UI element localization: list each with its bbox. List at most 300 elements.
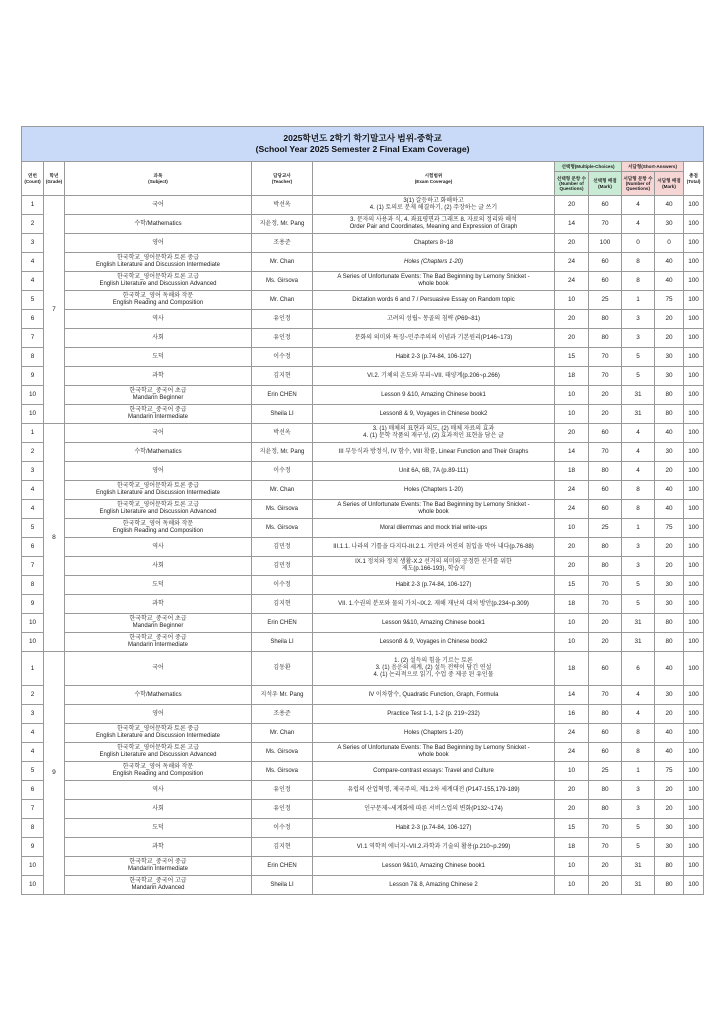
sa-mark-cell: 30	[655, 819, 684, 838]
sa-mark-cell: 80	[655, 386, 684, 405]
subject-cell	[65, 705, 252, 724]
coverage-cell-line: VI.2. 기체의 온도와 부피~VII. 태양계(p.206~p.266)	[367, 372, 500, 379]
sa-questions-cell: 8	[622, 743, 655, 762]
table-row	[22, 462, 704, 481]
subject-cell-line: Mandarin Intermediate	[127, 414, 189, 420]
subject-cell	[65, 462, 252, 481]
mc-mark-cell: 70	[589, 348, 622, 367]
coverage-cell	[313, 557, 555, 576]
count-cell: 9	[22, 838, 44, 857]
total-cell: 100	[684, 481, 704, 500]
teacher-cell: Erin CHEN	[252, 614, 313, 633]
mc-questions-cell: 24	[555, 743, 589, 762]
teacher-cell: Mr. Chan	[252, 481, 313, 500]
coverage-cell	[313, 519, 555, 538]
coverage-cell-line: whole book	[418, 752, 449, 758]
mc-questions-cell: 10	[555, 291, 589, 310]
count-cell: 2	[22, 443, 44, 462]
coverage-cell	[313, 762, 555, 781]
mc-mark-cell: 20	[589, 633, 622, 652]
coverage-cell-line: 3. 문자의 사용과 식, 4. 좌표평면과 그래프 8. 자료의 정리와 해석	[350, 217, 517, 224]
coverage-cell	[313, 253, 555, 272]
table-row	[22, 705, 704, 724]
mc-questions-cell: 10	[555, 633, 589, 652]
mc-mark-cell: 60	[589, 196, 622, 215]
subject-cell-line: 수학/Mathematics	[134, 691, 182, 698]
table-row	[22, 310, 704, 329]
mc-mark-cell: 80	[589, 781, 622, 800]
teacher-cell: 이수정	[252, 348, 313, 367]
header-subject-en: (Subject)	[148, 178, 168, 184]
header-teacher	[252, 162, 313, 196]
sa-mark-cell: 80	[655, 857, 684, 876]
coverage-cell-line: Lesson8 & 9, Voyages in Chinese book2	[379, 638, 488, 645]
mc-questions-cell: 10	[555, 614, 589, 633]
sa-mark-cell: 30	[655, 215, 684, 234]
header-teacher-en: (Teacher)	[271, 178, 293, 184]
subject-cell	[65, 652, 252, 686]
coverage-cell-line: A Series of Unfortunate Events: The Bad Beginning by Lemony Snicket -	[337, 745, 530, 752]
count-cell: 6	[22, 310, 44, 329]
total-cell: 100	[684, 253, 704, 272]
teacher-cell: Mr. Chan	[252, 291, 313, 310]
teacher-cell: Ms. Girsova	[252, 743, 313, 762]
teacher-cell: 박선옥	[252, 196, 313, 215]
sa-mark-cell: 80	[655, 633, 684, 652]
count-cell: 8	[22, 576, 44, 595]
subject-cell	[65, 234, 252, 253]
mc-mark-cell: 70	[589, 576, 622, 595]
sa-mark-cell: 20	[655, 538, 684, 557]
sa-questions-cell: 31	[622, 405, 655, 424]
mc-mark-cell: 80	[589, 557, 622, 576]
coverage-cell-line: 4. (1) 문학 작품의 재구성, (2) 효과적인 표현을 담은 글	[363, 433, 504, 439]
coverage-cell-line: Holes (Chapters 1-20)	[403, 729, 464, 736]
coverage-cell	[313, 367, 555, 386]
subject-cell-line: 도덕	[152, 824, 164, 831]
subject-cell-line: English Literature and Discussion Advanced	[99, 752, 217, 758]
grade-cell: 9	[44, 652, 65, 895]
teacher-cell: 이수정	[252, 576, 313, 595]
coverage-cell-line: Lesson 9&10, Amazing Chinese book1	[381, 862, 486, 869]
teacher-cell: 조용준	[252, 705, 313, 724]
header-count-ko: 연번	[28, 173, 37, 179]
coverage-cell-line: Order Pair and Coordinates, Meaning and Expression of Graph	[349, 224, 518, 230]
total-cell: 100	[684, 272, 704, 291]
coverage-cell-line: Chapters 8~18	[413, 239, 454, 246]
table-row	[22, 272, 704, 291]
total-cell: 100	[684, 595, 704, 614]
mc-questions-cell: 20	[555, 800, 589, 819]
total-cell: 100	[684, 576, 704, 595]
teacher-cell: 김동환	[252, 652, 313, 686]
subject-cell-line: English Literature and Discussion Intermediate	[95, 733, 221, 739]
sa-mark-cell: 20	[655, 557, 684, 576]
table-row	[22, 196, 704, 215]
total-cell: 100	[684, 519, 704, 538]
table-row	[22, 329, 704, 348]
header-sa-group: 서답형(Short-Answers)	[622, 162, 684, 172]
sa-mark-cell: 40	[655, 652, 684, 686]
exam-coverage-sheet	[21, 126, 703, 895]
count-cell: 8	[22, 819, 44, 838]
mc-questions-cell: 10	[555, 857, 589, 876]
subject-cell	[65, 272, 252, 291]
subject-cell	[65, 633, 252, 652]
sa-questions-cell: 3	[622, 538, 655, 557]
coverage-cell-line: whole book	[418, 509, 449, 515]
subject-cell	[65, 367, 252, 386]
mc-mark-cell: 20	[589, 405, 622, 424]
count-cell: 10	[22, 876, 44, 895]
sa-questions-cell: 1	[622, 762, 655, 781]
coverage-cell-line: 제도(p.166-193), 학습지	[401, 566, 466, 572]
table-row	[22, 215, 704, 234]
mc-mark-cell: 80	[589, 705, 622, 724]
mc-questions-cell: 10	[555, 762, 589, 781]
coverage-cell-line: 4. (1) 논리적으로 읽기, 수업 중 제공 된 유인물	[373, 671, 494, 678]
mc-questions-cell: 20	[555, 424, 589, 443]
table-row	[22, 443, 704, 462]
subject-cell-line: English Literature and Discussion Advanced	[99, 509, 217, 515]
coverage-cell-line: whole book	[418, 281, 449, 287]
coverage-cell	[313, 876, 555, 895]
subject-cell-line: English Reading and Composition	[112, 528, 204, 534]
header-mc-questions-en1: (Number of	[559, 180, 584, 186]
mc-mark-cell: 70	[589, 215, 622, 234]
header-coverage-en: (Exam Coverage)	[414, 178, 453, 184]
total-cell: 100	[684, 348, 704, 367]
coverage-cell-line: Holes (Chapters 1-20)	[403, 486, 464, 493]
sa-questions-cell: 8	[622, 272, 655, 291]
subject-cell	[65, 576, 252, 595]
subject-cell	[65, 857, 252, 876]
subject-cell-line: English Literature and Discussion Intermediate	[95, 262, 221, 268]
count-cell: 5	[22, 762, 44, 781]
coverage-cell	[313, 348, 555, 367]
mc-mark-cell: 80	[589, 462, 622, 481]
coverage-cell	[313, 500, 555, 519]
coverage-cell	[313, 196, 555, 215]
subject-cell-line: 영어	[152, 467, 164, 474]
mc-mark-cell: 20	[589, 876, 622, 895]
header-teacher-ko: 담당교사	[273, 173, 291, 179]
total-cell: 100	[684, 291, 704, 310]
subject-cell-line: Mandarin Intermediate	[127, 642, 189, 648]
sa-questions-cell: 4	[622, 424, 655, 443]
teacher-cell: Mr. Chan	[252, 253, 313, 272]
table-row	[22, 481, 704, 500]
header-coverage	[313, 162, 555, 196]
total-cell: 100	[684, 743, 704, 762]
count-cell: 10	[22, 405, 44, 424]
header-sa-mark-en: (Mark)	[662, 183, 676, 189]
total-cell: 100	[684, 234, 704, 253]
coverage-cell-line: A Series of Unfortunate Events: The Bad Beginning by Lemony Snicket -	[337, 274, 530, 281]
coverage-cell	[313, 800, 555, 819]
subject-cell-line: English Literature and Discussion Intermediate	[95, 490, 221, 496]
coverage-cell	[313, 633, 555, 652]
total-cell: 100	[684, 724, 704, 743]
mc-mark-cell: 60	[589, 424, 622, 443]
mc-questions-cell: 10	[555, 519, 589, 538]
header-sa-mark	[655, 172, 684, 196]
header-mc-group: 선택형(Multiple-Choices)	[555, 162, 622, 172]
total-cell: 100	[684, 443, 704, 462]
sa-mark-cell: 30	[655, 595, 684, 614]
mc-questions-cell: 18	[555, 462, 589, 481]
subject-cell-line: 한국학교_중국어 중급	[129, 859, 187, 866]
subject-cell	[65, 838, 252, 857]
count-cell: 8	[22, 348, 44, 367]
sa-mark-cell: 20	[655, 781, 684, 800]
coverage-cell-line: Habit 2-3 (p.74-84, 106-127)	[395, 353, 472, 360]
mc-mark-cell: 20	[589, 386, 622, 405]
mc-mark-cell: 70	[589, 443, 622, 462]
total-cell: 100	[684, 405, 704, 424]
teacher-cell: 김민정	[252, 557, 313, 576]
subject-cell	[65, 519, 252, 538]
header-grade	[44, 162, 65, 196]
coverage-cell	[313, 215, 555, 234]
coverage-cell-line: Holes (Chapters 1-20)	[403, 258, 464, 265]
teacher-cell: 유인정	[252, 310, 313, 329]
sa-mark-cell: 80	[655, 614, 684, 633]
subject-cell-line: Mandarin Beginner	[132, 395, 184, 401]
mc-questions-cell: 20	[555, 557, 589, 576]
coverage-cell	[313, 481, 555, 500]
mc-mark-cell: 80	[589, 329, 622, 348]
subject-cell	[65, 386, 252, 405]
table-body	[22, 196, 704, 895]
subject-cell	[65, 538, 252, 557]
title-korean: 2025학년도 2학기 학기말고사 범위-중학교	[283, 133, 442, 144]
subject-cell	[65, 481, 252, 500]
subject-cell-line: 사회	[152, 562, 164, 569]
coverage-cell-line: A Series of Unfortunate Events: The Bad Beginning by Lemony Snicket -	[337, 502, 530, 509]
sa-questions-cell: 31	[622, 857, 655, 876]
total-cell: 100	[684, 781, 704, 800]
mc-mark-cell: 60	[589, 724, 622, 743]
coverage-cell-line: 유럽의 산업혁명, 제국주의, 제1.2차 세계대전 (P147-155,179-189)	[347, 786, 520, 793]
table-row	[22, 595, 704, 614]
mc-mark-cell: 60	[589, 500, 622, 519]
coverage-cell-line: 3. (1) 음운의 세계, (2) 설득 전략이 담긴 연설	[375, 665, 492, 672]
count-cell: 6	[22, 538, 44, 557]
header-mc-questions-en2: Questions)	[559, 186, 584, 192]
coverage-cell-line: Moral dilemmas and mock trial write-ups	[379, 524, 488, 531]
mc-mark-cell: 70	[589, 367, 622, 386]
total-cell: 100	[684, 838, 704, 857]
subject-cell-line: 한국학교_중국어 초급	[129, 388, 187, 395]
header-mc-mark-ko: 선택형 배점	[593, 178, 617, 184]
table-row	[22, 614, 704, 633]
coverage-cell-line: VII. 1.수권의 분포와 물의 가치~IX.2. 재해 재난의 대처 방안(p.234~p.309)	[338, 600, 529, 607]
subject-cell-line: 과학	[152, 372, 164, 379]
header-coverage-ko: 시험범위	[424, 173, 443, 179]
teacher-cell: 이수정	[252, 462, 313, 481]
coverage-cell-line: Practice Test 1-1, 1-2 (p. 219~232)	[387, 710, 480, 717]
coverage-cell-line: Lesson 7& 8, Amazing Chinese 2	[389, 881, 478, 888]
teacher-cell: Ms. Girsova	[252, 762, 313, 781]
teacher-cell: 이수정	[252, 819, 313, 838]
total-cell: 100	[684, 310, 704, 329]
mc-mark-cell: 70	[589, 819, 622, 838]
subject-cell-line: 역사	[152, 786, 164, 793]
subject-cell	[65, 196, 252, 215]
coverage-cell	[313, 405, 555, 424]
sa-questions-cell: 3	[622, 800, 655, 819]
count-cell: 4	[22, 724, 44, 743]
coverage-cell	[313, 272, 555, 291]
coverage-cell-line: III 부등식과 방정식, IV 함수, VIII 확률, Linear Function and Their Graphs	[338, 448, 529, 455]
subject-cell	[65, 443, 252, 462]
table-row	[22, 424, 704, 443]
count-cell: 1	[22, 652, 44, 686]
mc-questions-cell: 16	[555, 705, 589, 724]
subject-cell-line: Mandarin Intermediate	[127, 866, 189, 872]
sa-questions-cell: 8	[622, 481, 655, 500]
coverage-cell-line: Habit 2-3 (p.74-84, 106-127)	[395, 824, 472, 831]
coverage-cell	[313, 576, 555, 595]
coverage-cell-line: Compare-contrast essays: Travel and Culture	[373, 767, 494, 774]
subject-cell-line: 사회	[152, 805, 164, 812]
subject-cell-line: 역사	[152, 315, 164, 322]
table-row	[22, 781, 704, 800]
subject-cell	[65, 310, 252, 329]
mc-mark-cell: 20	[589, 857, 622, 876]
subject-cell-line: Mandarin Advanced	[131, 885, 185, 891]
header-subject	[65, 162, 252, 196]
mc-mark-cell: 25	[589, 291, 622, 310]
mc-mark-cell: 80	[589, 538, 622, 557]
count-cell: 3	[22, 462, 44, 481]
subject-cell	[65, 743, 252, 762]
teacher-cell: 유인정	[252, 800, 313, 819]
mc-mark-cell: 20	[589, 614, 622, 633]
exam-coverage-table	[21, 126, 704, 895]
subject-cell-line: 도덕	[152, 581, 164, 588]
sa-mark-cell: 20	[655, 800, 684, 819]
count-cell: 1	[22, 424, 44, 443]
table-row	[22, 838, 704, 857]
coverage-cell-line: Habit 2-3 (p.74-84, 106-127)	[395, 581, 472, 588]
count-cell: 6	[22, 781, 44, 800]
sa-mark-cell: 20	[655, 462, 684, 481]
sa-questions-cell: 5	[622, 348, 655, 367]
count-cell: 3	[22, 234, 44, 253]
header-count	[22, 162, 44, 196]
table-row	[22, 819, 704, 838]
table-row	[22, 557, 704, 576]
teacher-cell: Ms. Girsova	[252, 519, 313, 538]
mc-mark-cell: 25	[589, 519, 622, 538]
mc-questions-cell: 24	[555, 500, 589, 519]
subject-cell-line: 한국학교_영어문학과 토론 중급	[116, 255, 200, 262]
title-english: (School Year 2025 Semester 2 Final Exam Coverage)	[255, 144, 470, 154]
teacher-cell: 김지현	[252, 367, 313, 386]
mc-questions-cell: 10	[555, 405, 589, 424]
mc-questions-cell: 20	[555, 310, 589, 329]
sa-questions-cell: 4	[622, 705, 655, 724]
coverage-cell	[313, 310, 555, 329]
sa-mark-cell: 30	[655, 443, 684, 462]
subject-cell-line: 한국학교_중국어 고급	[129, 878, 187, 885]
mc-questions-cell: 24	[555, 272, 589, 291]
coverage-cell-line: 3. (1) 매체의 표현과 의도, (2) 매체 자료의 효과	[372, 426, 495, 433]
count-cell: 10	[22, 633, 44, 652]
sa-questions-cell: 4	[622, 686, 655, 705]
subject-cell	[65, 819, 252, 838]
teacher-cell: Ms. Girsova	[252, 500, 313, 519]
sa-mark-cell: 40	[655, 481, 684, 500]
sa-questions-cell: 5	[622, 576, 655, 595]
subject-cell-line: 한국학교_영어 독해와 작문	[122, 521, 194, 528]
sa-questions-cell: 4	[622, 196, 655, 215]
sa-mark-cell: 80	[655, 876, 684, 895]
coverage-cell-line: VI.1 역학적 에너지~VII.2.과학과 기술의 활용(p.210~p.299)	[356, 843, 511, 850]
sa-mark-cell: 20	[655, 705, 684, 724]
sa-questions-cell: 5	[622, 595, 655, 614]
mc-mark-cell: 70	[589, 838, 622, 857]
count-cell: 10	[22, 857, 44, 876]
coverage-cell-line: III.1.1. 나라의 기틀을 다지다-III.2.1. 거란과 여진의 침입을 막아 내다(p.76-88)	[333, 543, 534, 550]
count-cell: 9	[22, 595, 44, 614]
header-sa-questions-en1: (Number of	[625, 180, 651, 186]
sa-questions-cell: 6	[622, 652, 655, 686]
total-cell: 100	[684, 652, 704, 686]
teacher-cell: 조용준	[252, 234, 313, 253]
mc-questions-cell: 18	[555, 367, 589, 386]
sa-mark-cell: 30	[655, 348, 684, 367]
subject-cell	[65, 876, 252, 895]
table-row	[22, 234, 704, 253]
subject-cell	[65, 557, 252, 576]
subject-cell-line: English Reading and Composition	[112, 771, 204, 777]
total-cell: 100	[684, 705, 704, 724]
header-sa-questions-en2: Questions)	[626, 186, 650, 192]
subject-cell	[65, 500, 252, 519]
table-row	[22, 800, 704, 819]
coverage-cell-line: Lesson8 & 9, Voyages in Chinese book2	[379, 410, 488, 417]
subject-cell-line: 사회	[152, 334, 164, 341]
subject-cell	[65, 291, 252, 310]
mc-mark-cell: 25	[589, 762, 622, 781]
subject-cell	[65, 424, 252, 443]
mc-mark-cell: 70	[589, 595, 622, 614]
subject-cell-line: 한국학교_영어문학과 토론 고급	[116, 502, 200, 509]
coverage-cell	[313, 743, 555, 762]
mc-questions-cell: 20	[555, 196, 589, 215]
teacher-cell: 유인정	[252, 329, 313, 348]
table-row	[22, 576, 704, 595]
count-cell: 4	[22, 500, 44, 519]
total-cell: 100	[684, 424, 704, 443]
header-total-en: (Total)	[686, 178, 701, 184]
sa-mark-cell: 30	[655, 367, 684, 386]
teacher-cell: 김지현	[252, 838, 313, 857]
header-mc-mark-en: (Mark)	[598, 183, 612, 189]
table-row	[22, 386, 704, 405]
subject-cell	[65, 762, 252, 781]
coverage-cell	[313, 443, 555, 462]
count-cell: 1	[22, 196, 44, 215]
mc-questions-cell: 15	[555, 348, 589, 367]
mc-questions-cell: 24	[555, 724, 589, 743]
mc-mark-cell: 60	[589, 652, 622, 686]
sa-mark-cell: 20	[655, 329, 684, 348]
sa-questions-cell: 0	[622, 234, 655, 253]
